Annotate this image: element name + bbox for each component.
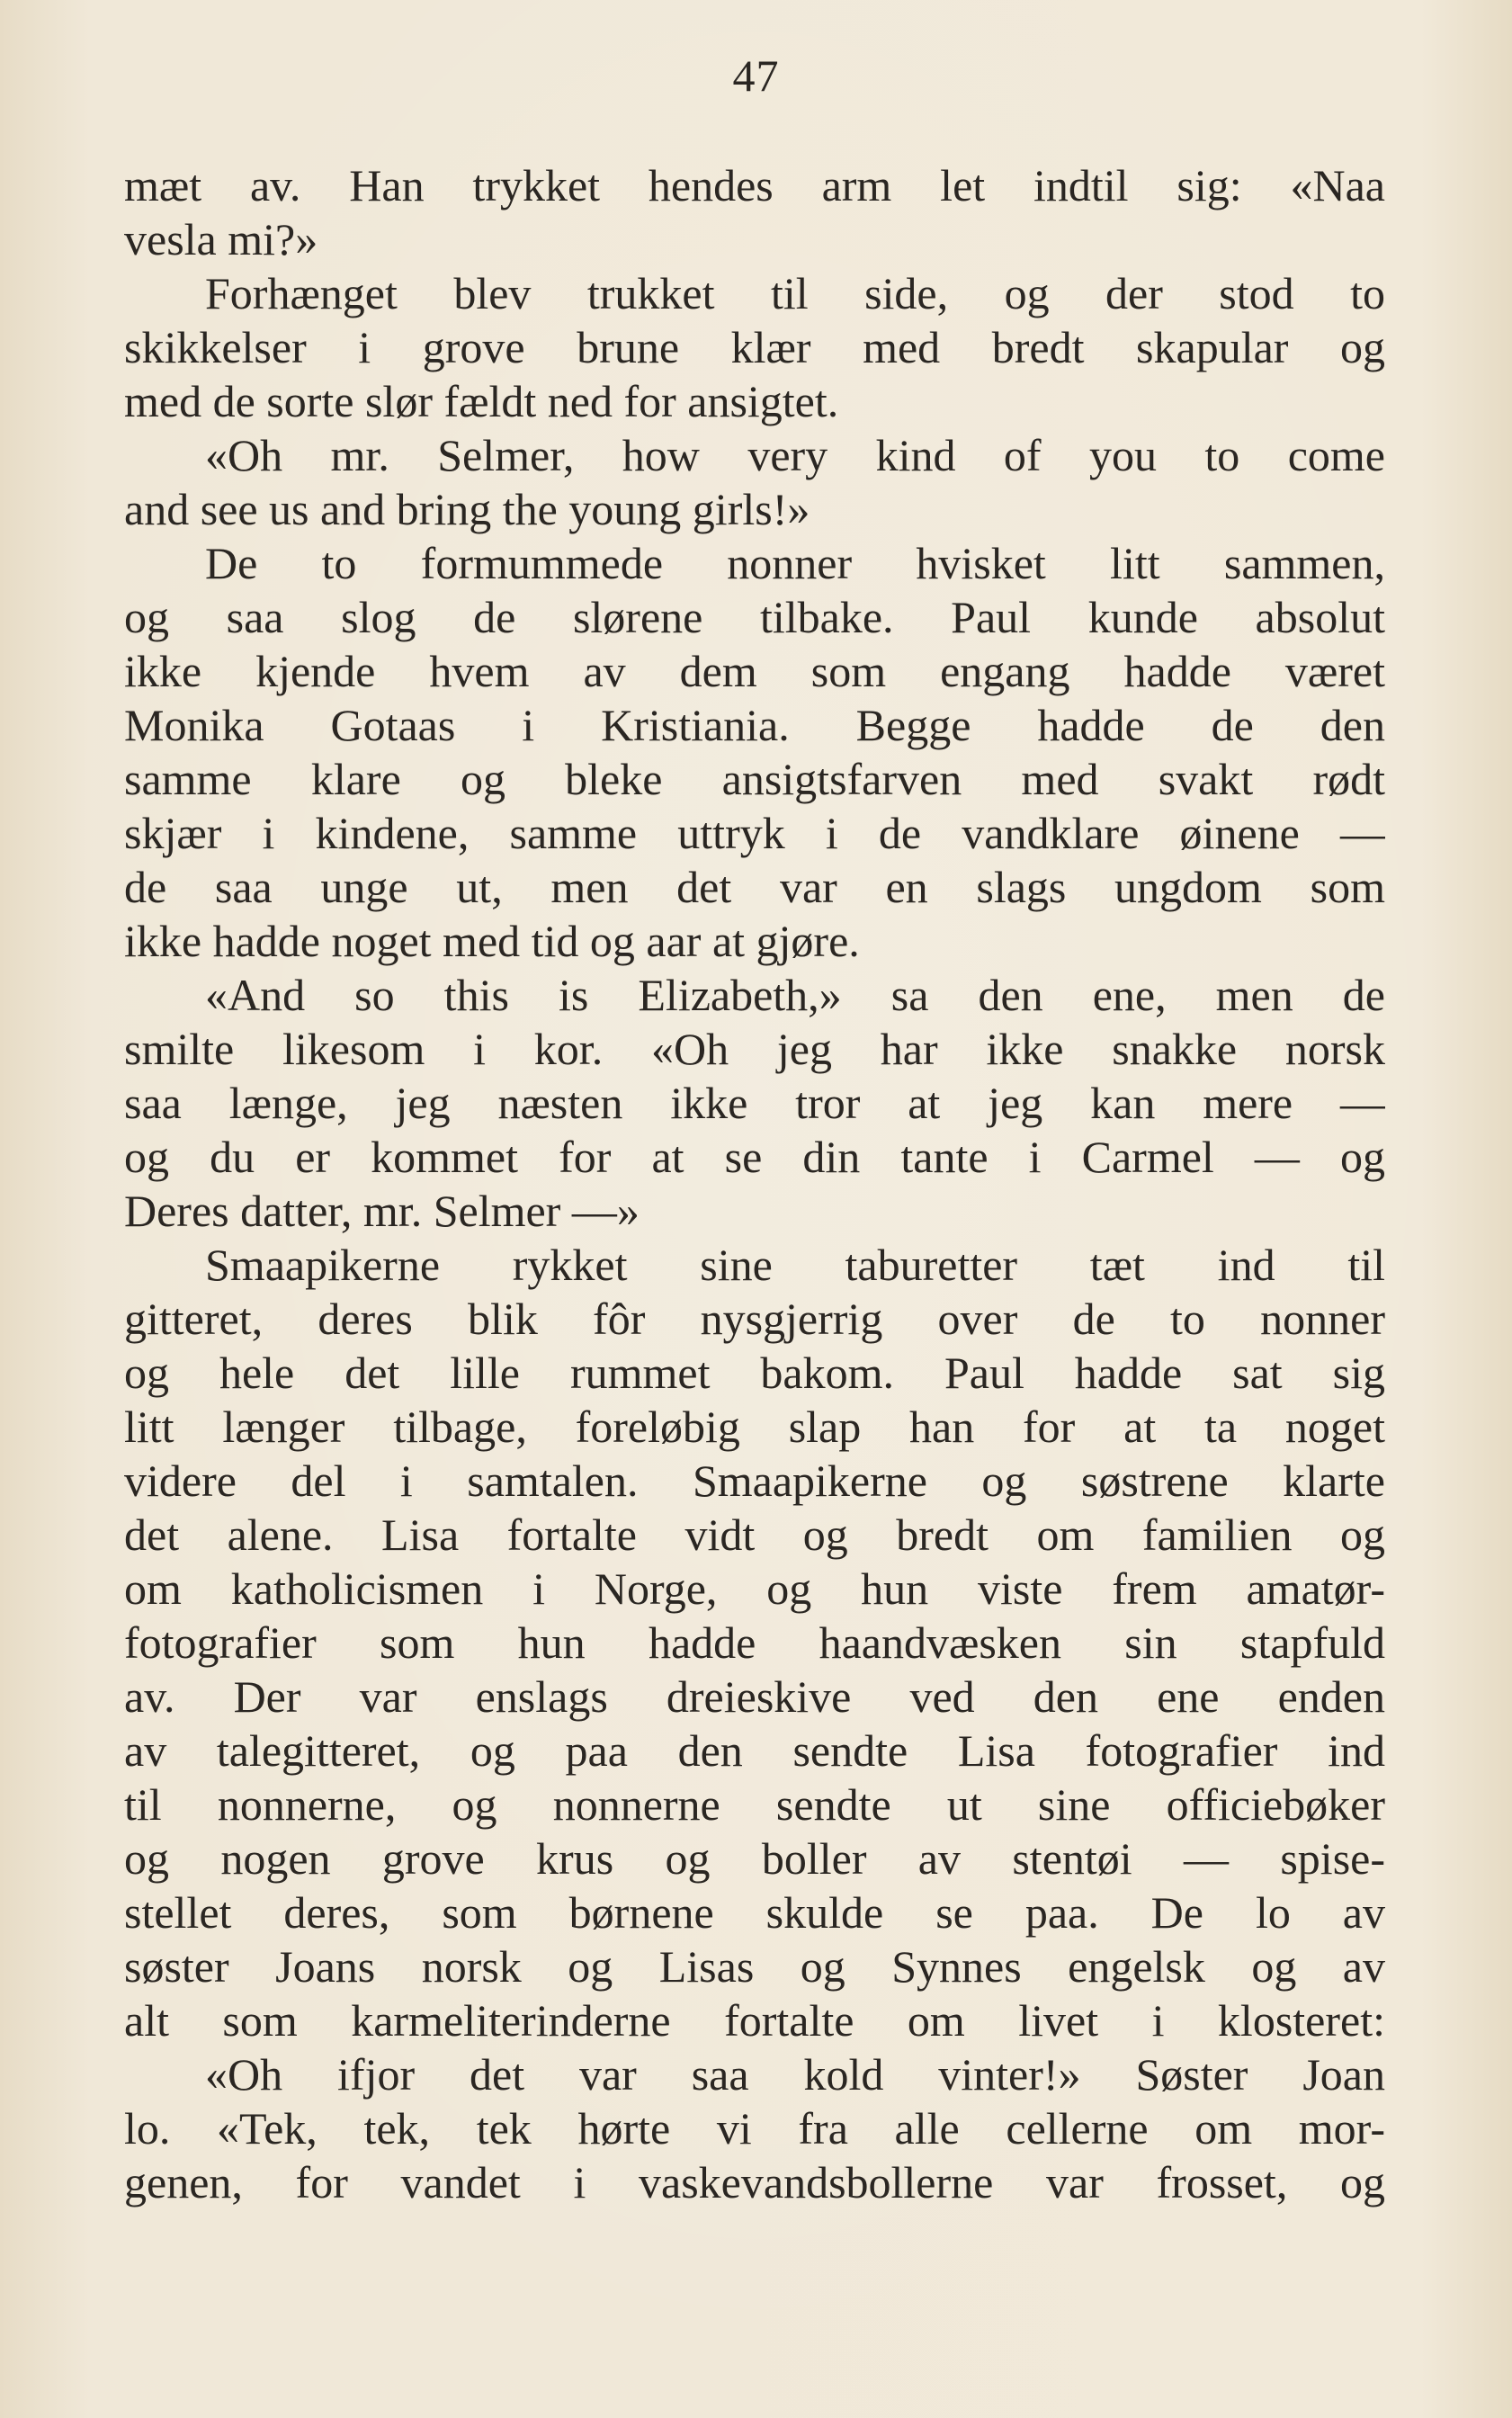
text-line: Forhænget blev trukket til side, og der stod to [205, 268, 1385, 318]
text-line: om katholicismen i Norge, og hun viste frem amatør- [124, 1563, 1385, 1614]
text-line: fotografier som hun hadde haandvæsken sin stapfuld [124, 1617, 1385, 1668]
text-line: ikke kjende hvem av dem som engang hadde været [124, 646, 1385, 696]
text-line: skikkelser i grove brune klær med bredt skapular og [124, 322, 1385, 372]
text-line: saa længe, jeg næsten ikke tror at jeg kan mere — [124, 1078, 1385, 1128]
text-line: «And so this is Elizabeth,» sa den ene, men de [205, 970, 1385, 1020]
body-text [124, 158, 1385, 2209]
text-line: av. Der var enslags dreieskive ved den ene enden [124, 1671, 1385, 1722]
text-line: de saa unge ut, men det var en slags ungdom som [124, 862, 1385, 912]
text-line: videre del i samtalen. Smaapikerne og søstrene klarte [124, 1455, 1385, 1506]
text-line: søster Joans norsk og Lisas og Synnes engelsk og av [124, 1941, 1385, 1992]
text-line: litt længer tilbage, foreløbig slap han for at ta noget [124, 1402, 1385, 1452]
text-line: stellet deres, som børnene skulde se paa. De lo av [124, 1887, 1385, 1938]
text-line: og saa slog de slørene tilbake. Paul kunde absolut [124, 592, 1385, 642]
text-line: Deres datter, mr. Selmer —» [124, 1186, 640, 1236]
text-line: og hele det lille rummet bakom. Paul hadde sat sig [124, 1348, 1385, 1398]
page-number: 47 [732, 50, 780, 101]
text-line: til nonnerne, og nonnerne sendte ut sine officiebøker [124, 1779, 1385, 1830]
text-line: De to formummede nonner hvisket litt sammen, [205, 538, 1385, 588]
text-line: mæt av. Han trykket hendes arm let indtil sig: «Naa [124, 160, 1385, 210]
text-line: genen, for vandet i vaskevandsbollerne var frosset, og [124, 2157, 1385, 2208]
text-line: and see us and bring the young girls!» [124, 484, 810, 534]
text-line: Monika Gotaas i Kristiania. Begge hadde de den [124, 700, 1385, 750]
text-line: det alene. Lisa fortalte vidt og bredt om familien og [124, 1509, 1385, 1560]
text-line: skjær i kindene, samme uttryk i de vandklare øinene — [124, 808, 1385, 858]
text-line: lo. «Tek, tek, tek hørte vi fra alle cellerne om mor- [124, 2103, 1385, 2154]
text-line: alt som karmeliterinderne fortalte om livet i klosteret: [124, 1995, 1385, 2046]
text-line: med de sorte slør fældt ned for ansigtet. [124, 376, 839, 426]
text-line: smilte likesom i kor. «Oh jeg har ikke snakke norsk [124, 1024, 1385, 1074]
text-line: og du er kommet for at se din tante i Carmel — og [124, 1132, 1385, 1182]
text-line: av talegitteret, og paa den sendte Lisa fotografier ind [124, 1725, 1385, 1776]
text-line: gitteret, deres blik fôr nysgjerrig over de to nonner [124, 1294, 1385, 1344]
text-line: og nogen grove krus og boller av stentøi — spise- [124, 1833, 1385, 1884]
text-line: samme klare og bleke ansigtsfarven med svakt rødt [124, 754, 1385, 804]
text-line: ikke hadde noget med tid og aar at gjøre. [124, 916, 860, 966]
text-line: vesla mi?» [124, 214, 318, 264]
text-line: «Oh ifjor det var saa kold vinter!» Søster Joan [205, 2049, 1385, 2100]
text-line: Smaapikerne rykket sine taburetter tæt ind til [205, 1240, 1385, 1290]
text-line: «Oh mr. Selmer, how very kind of you to come [205, 430, 1385, 480]
